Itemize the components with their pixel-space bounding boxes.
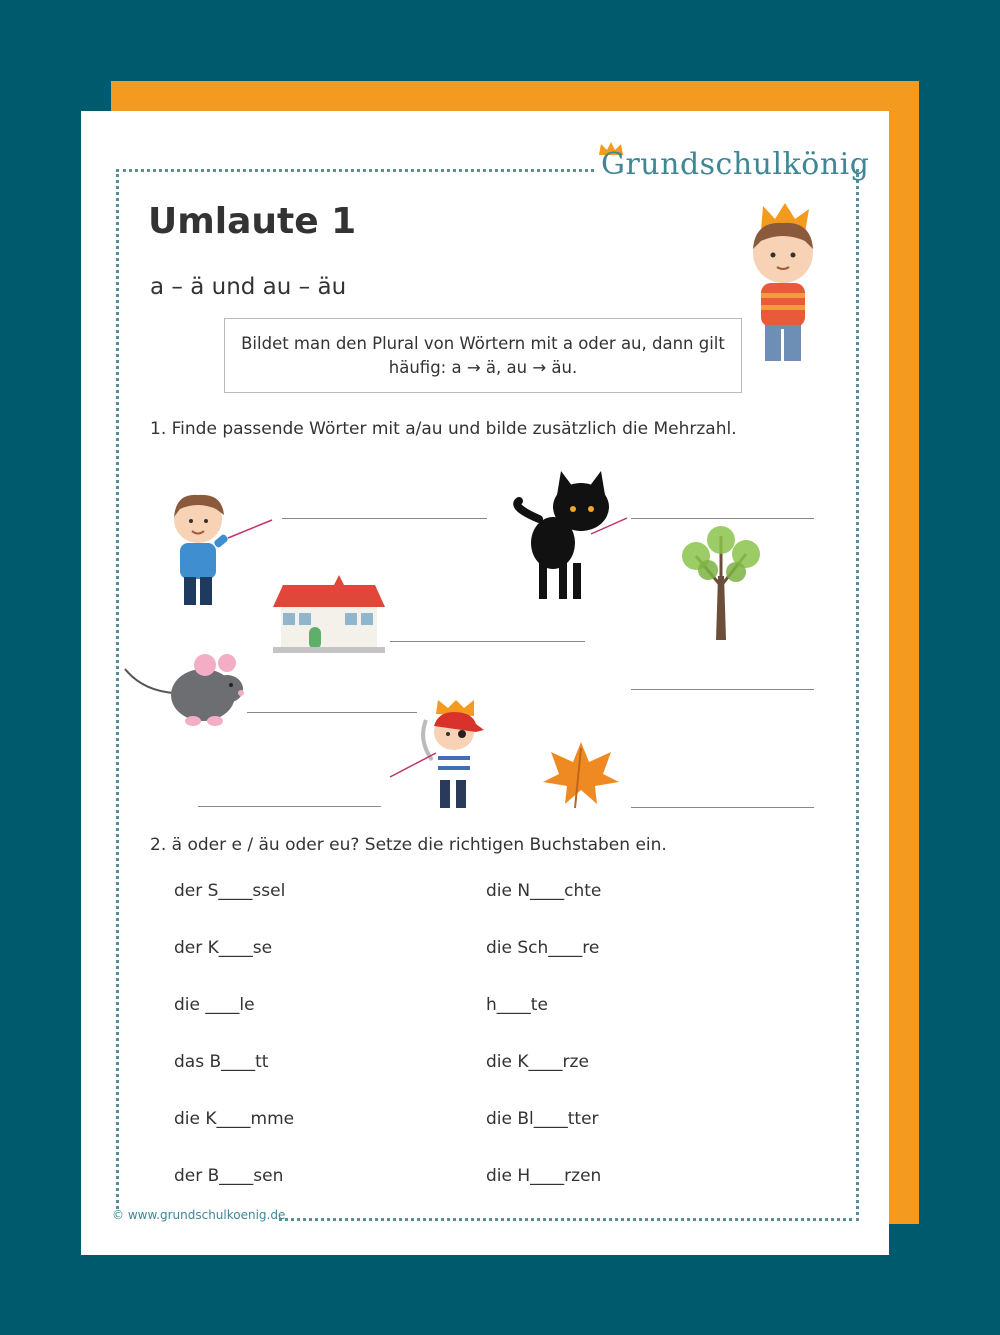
arrow-cat — [589, 516, 629, 536]
answer-line — [282, 518, 487, 519]
cat-illustration — [509, 471, 614, 601]
cloze-item: die N____chte — [486, 881, 602, 901]
mouse-illustration — [123, 651, 255, 731]
copyright-link[interactable]: © www.grundschulkoenig.de — [112, 1208, 286, 1222]
answer-line — [390, 641, 585, 642]
cloze-item: h____te — [486, 995, 548, 1015]
cloze-item: die K____rze — [486, 1052, 589, 1072]
cloze-item: die K____mme — [174, 1109, 295, 1129]
cloze-item: die H____rzen — [486, 1166, 602, 1186]
exercise-2-instruction: 2. ä oder e / äu oder eu? Setze die richtigen Buchstaben ein. — [150, 835, 667, 855]
house-illustration — [273, 573, 385, 653]
cloze-item: die Sch____re — [486, 938, 600, 958]
worksheet-page — [81, 111, 889, 1255]
cloze-item: die Bl____tter — [486, 1109, 599, 1129]
tree-illustration — [676, 526, 766, 643]
exercise-1-instruction: 1. Finde passende Wörter mit a/au und bilde zusätzlich die Mehrzahl. — [150, 419, 737, 439]
rule-box — [224, 318, 742, 393]
rule-line-1: Bildet man den Plural von Wörtern mit a oder au, dann gilt — [241, 334, 725, 353]
king-boy-illustration — [739, 201, 829, 366]
brand-logo: Grundschulkönig — [601, 147, 870, 182]
cloze-item: der B____sen — [174, 1166, 284, 1186]
rule-line-2: häufig: a → ä, au → äu. — [388, 358, 578, 377]
page-title: Umlaute 1 — [148, 201, 357, 242]
cloze-item: der S____ssel — [174, 881, 286, 901]
answer-line — [631, 518, 814, 519]
answer-line — [631, 807, 814, 808]
answer-line — [198, 806, 381, 807]
leaf-illustration — [541, 738, 621, 810]
cloze-item: die ____le — [174, 995, 255, 1015]
dotted-frame-top — [116, 169, 594, 172]
arrow-pirate — [388, 751, 438, 779]
page-subtitle: a – ä und au – äu — [150, 274, 347, 300]
answer-line — [247, 712, 417, 713]
boy-illustration — [166, 491, 246, 616]
cloze-item: das B____tt — [174, 1052, 269, 1072]
answer-line — [631, 689, 814, 690]
arrow-boy — [224, 518, 274, 540]
cloze-item: der K____se — [174, 938, 273, 958]
